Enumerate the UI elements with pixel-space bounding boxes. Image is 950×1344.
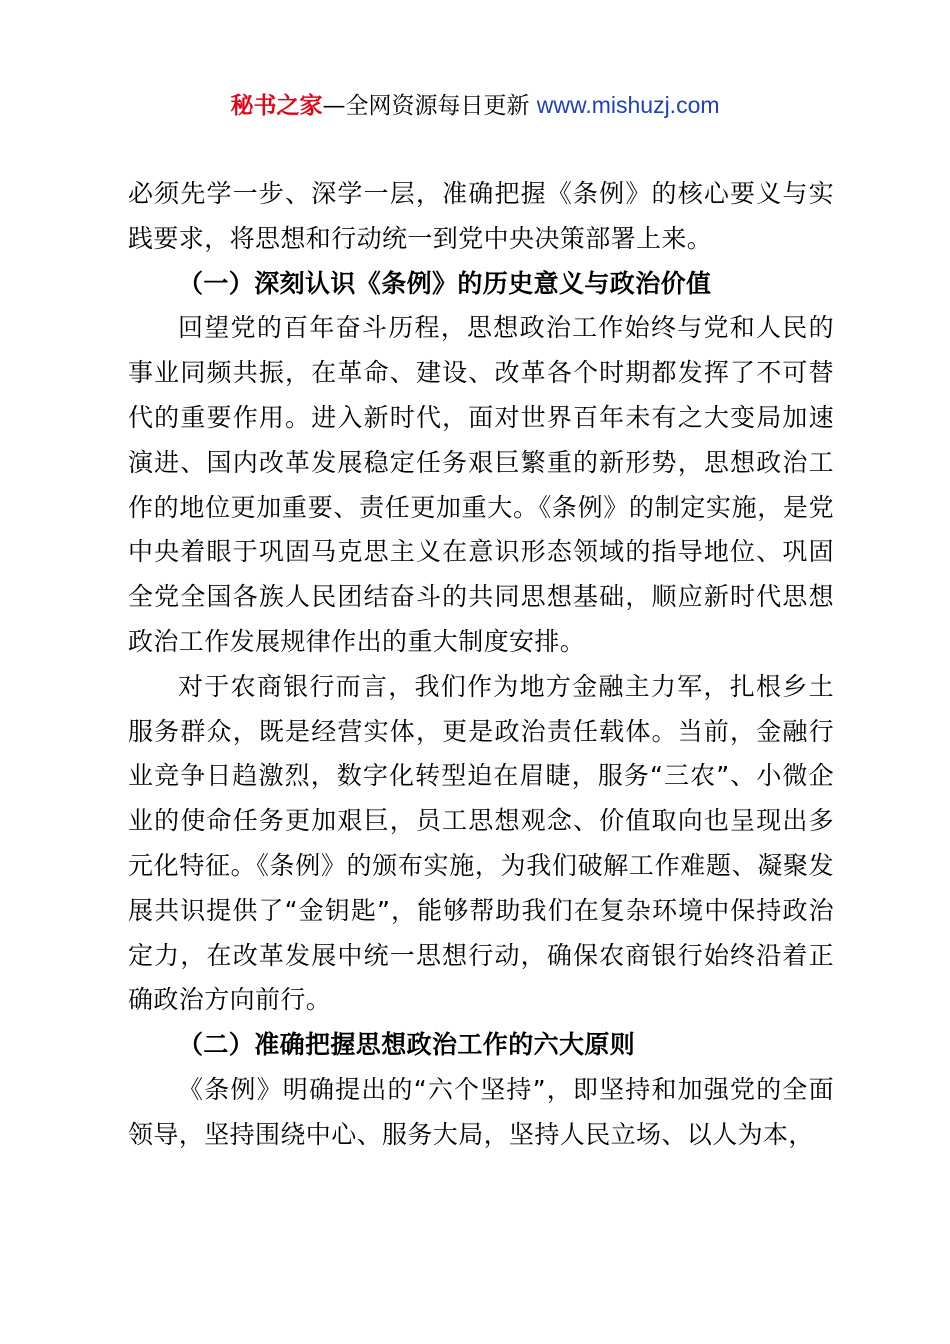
paragraph-bank: 对于农商银行而言，我们作为地方金融主力军，扎根乡土服务群众，既是经营实体，更是政治责任载体。当前，金融行业竞争日趋激烈，数字化转型迫在眉睫，服务“三农”、小微企业的使命任务更加艰巨，员工思想观念、价值取向也呈现出多元化特征。《条例》的颁布实施，为我们破解工作难题、凝聚发展共识提供了“金钥匙”，能够帮助我们在复杂环境中保持政治定力，在改革发展中统一思想行动，确保农商银行始终沿着正确政治方向前行。 — [128, 671, 834, 1015]
brand-name: 秘书之家 — [230, 93, 323, 119]
section-heading-2: （二）准确把握思想政治工作的六大原则 — [178, 1030, 636, 1060]
site-url-link[interactable]: www.mishuzj.com — [536, 92, 720, 118]
paragraph-continued: 必须先学一步、深学一层，准确把握《条例》的核心要义与实践要求，将思想和行动统一到党中央决策部署上来。 — [128, 179, 834, 253]
paragraph-history: 回望党的百年奋斗历程，思想政治工作始终与党和人民的事业同频共振，在革命、建设、改革各个时期都发挥了不可替代的重要作用。进入新时代，面对世界百年未有之大变局加速演进、国内改革发展稳定任务艰巨繁重的新形势，思想政治工作的地位更加重要、责任更加重大。《条例》的制定实施，是党中央着眼于巩固马克思主义在意识形态领域的指导地位、巩固全党全国各族人民团结奋斗的共同思想基础，顺应新时代思想政治工作发展规律作出的重大制度安排。 — [128, 313, 834, 656]
header-slogan: —全网资源每日更新 — [322, 93, 537, 119]
document-body — [128, 172, 834, 1158]
paragraph-principles: 《条例》明确提出的“六个坚持”，即坚持和加强党的全面领导，坚持围绕中心、服务大局，坚持人民立场、以人为本， — [128, 1074, 834, 1149]
section-heading-1: （一）深刻认识《条例》的历史意义与政治价值 — [178, 268, 712, 298]
site-header — [0, 88, 950, 123]
